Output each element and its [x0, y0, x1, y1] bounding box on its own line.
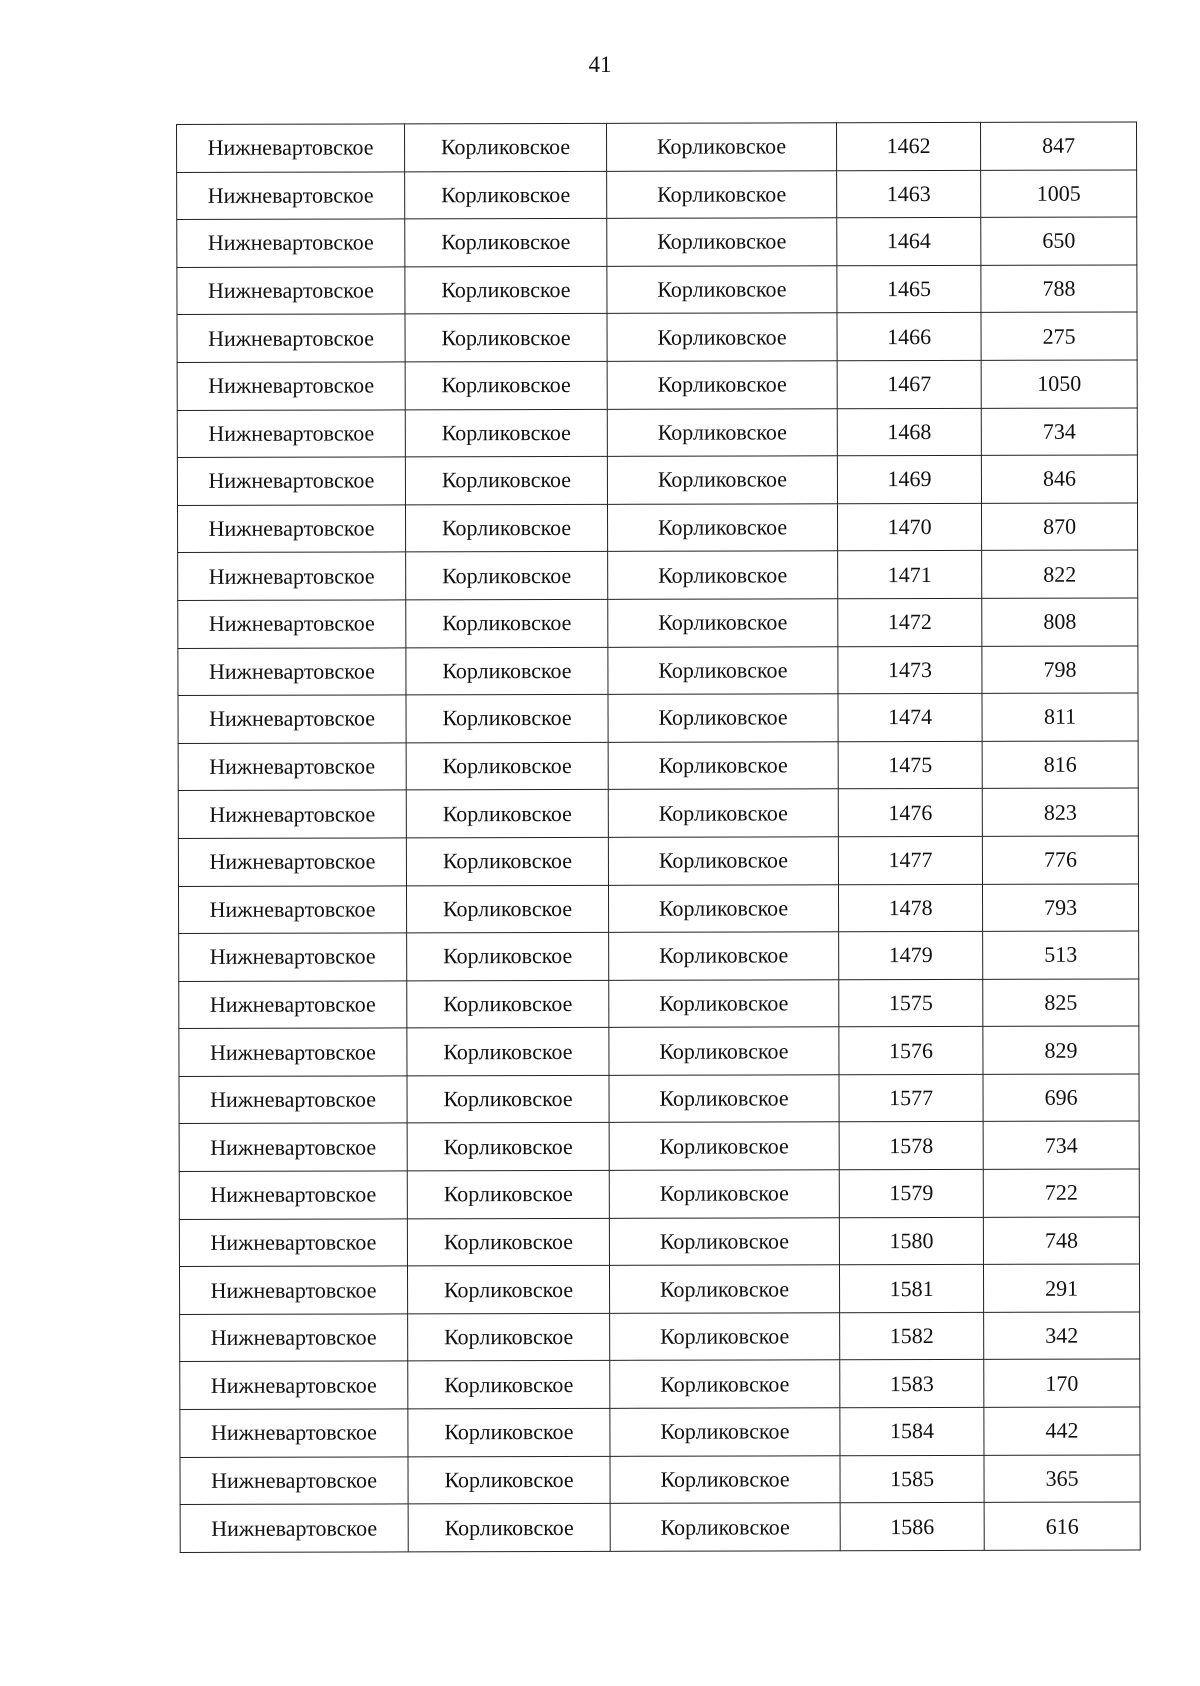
table-row: [178, 550, 1138, 600]
table-row: [177, 455, 1137, 505]
district-cell: Нижневартовское: [177, 171, 405, 219]
value-cell: 870: [981, 503, 1137, 551]
district-cell: Нижневартовское: [178, 790, 406, 838]
deposit-cell: Корликовское: [607, 218, 837, 266]
field-cell: Корликовское: [406, 599, 608, 647]
well-number-cell: 1585: [840, 1455, 984, 1503]
table-row: [177, 312, 1137, 362]
district-cell: Нижневартовское: [178, 647, 406, 695]
well-number-cell: 1469: [837, 456, 981, 504]
district-cell: Нижневартовское: [180, 1457, 408, 1505]
deposit-cell: Корликовское: [610, 1455, 840, 1503]
data-table: [176, 121, 1141, 1552]
table-row: [178, 693, 1138, 743]
well-number-cell: 1582: [840, 1312, 984, 1360]
value-cell: 513: [983, 931, 1139, 979]
table-row: [179, 931, 1139, 981]
well-number-cell: 1584: [840, 1407, 984, 1455]
deposit-cell: Корликовское: [608, 741, 838, 789]
field-cell: Корликовское: [407, 1266, 609, 1314]
well-number-cell: 1583: [840, 1360, 984, 1408]
district-cell: Нижневартовское: [179, 1219, 407, 1267]
deposit-cell: Корликовское: [608, 694, 838, 742]
district-cell: Нижневартовское: [178, 885, 406, 933]
value-cell: 798: [982, 646, 1138, 694]
field-cell: Корликовское: [405, 219, 607, 267]
value-cell: 696: [983, 1074, 1139, 1122]
deposit-cell: Корликовское: [607, 170, 837, 218]
deposit-cell: Корликовское: [609, 1075, 839, 1123]
well-number-cell: 1479: [839, 931, 983, 979]
table-row: [180, 1455, 1140, 1505]
table-row: [177, 503, 1137, 553]
district-cell: Нижневартовское: [179, 1028, 407, 1076]
well-number-cell: 1465: [837, 265, 981, 313]
well-number-cell: 1579: [839, 1169, 983, 1217]
well-number-cell: 1472: [838, 598, 982, 646]
table-row: [180, 1312, 1140, 1362]
district-cell: Нижневартовское: [178, 838, 406, 886]
district-cell: Нижневартовское: [177, 409, 405, 457]
value-cell: 1050: [981, 360, 1137, 408]
field-cell: Корликовское: [407, 1075, 609, 1123]
value-cell: 722: [983, 1169, 1139, 1217]
value-cell: 808: [982, 598, 1138, 646]
value-cell: 825: [983, 979, 1139, 1027]
deposit-cell: Корликовское: [608, 551, 838, 599]
well-number-cell: 1470: [837, 503, 981, 551]
field-cell: Корликовское: [405, 266, 607, 314]
value-cell: 275: [981, 312, 1137, 360]
district-cell: Нижневартовское: [178, 600, 406, 648]
deposit-cell: Корликовское: [608, 837, 838, 885]
field-cell: Корликовское: [405, 123, 607, 171]
value-cell: 365: [984, 1455, 1140, 1503]
value-cell: 734: [981, 408, 1137, 456]
table-row: [178, 646, 1138, 696]
field-cell: Корликовское: [407, 980, 609, 1028]
district-cell: Нижневартовское: [177, 362, 405, 410]
field-cell: Корликовское: [406, 790, 608, 838]
value-cell: 846: [981, 455, 1137, 503]
well-number-cell: 1477: [838, 836, 982, 884]
table-row: [179, 1074, 1139, 1124]
well-number-cell: 1475: [838, 741, 982, 789]
value-cell: 616: [984, 1502, 1140, 1550]
deposit-cell: Корликовское: [607, 456, 837, 504]
value-cell: 816: [982, 741, 1138, 789]
well-number-cell: 1466: [837, 313, 981, 361]
table-row: [178, 598, 1138, 648]
table-row: [179, 1169, 1139, 1219]
district-cell: Нижневартовское: [179, 1171, 407, 1219]
page-number: 41: [588, 52, 612, 77]
well-number-cell: 1471: [838, 551, 982, 599]
field-cell: Корликовское: [405, 409, 607, 457]
table-row: [177, 408, 1137, 458]
value-cell: 793: [982, 883, 1138, 931]
deposit-cell: Корликовское: [607, 408, 837, 456]
field-cell: Корликовское: [406, 552, 608, 600]
value-cell: 811: [982, 693, 1138, 741]
district-cell: Нижневартовское: [179, 1266, 407, 1314]
district-cell: Нижневартовское: [179, 981, 407, 1029]
deposit-cell: Корликовское: [607, 266, 837, 314]
table-row: [177, 122, 1137, 172]
district-cell: Нижневартовское: [180, 1361, 408, 1409]
field-cell: Корликовское: [408, 1361, 610, 1409]
field-cell: Корликовское: [407, 1028, 609, 1076]
deposit-cell: Корликовское: [609, 1027, 839, 1075]
value-cell: 442: [984, 1407, 1140, 1455]
deposit-cell: Корликовское: [610, 1313, 840, 1361]
deposit-cell: Корликовское: [609, 1217, 839, 1265]
value-cell: 748: [983, 1217, 1139, 1265]
field-cell: Корликовское: [408, 1456, 610, 1504]
well-number-cell: 1474: [838, 694, 982, 742]
table-row: [177, 170, 1137, 220]
table-container: [176, 121, 1141, 1552]
well-number-cell: 1576: [839, 1027, 983, 1075]
well-number-cell: 1575: [839, 979, 983, 1027]
district-cell: Нижневартовское: [180, 1504, 408, 1552]
deposit-cell: Корликовское: [608, 884, 838, 932]
value-cell: 776: [982, 836, 1138, 884]
table-row: [177, 265, 1137, 315]
deposit-cell: Корликовское: [608, 646, 838, 694]
deposit-cell: Корликовское: [609, 1170, 839, 1218]
field-cell: Корликовское: [406, 837, 608, 885]
district-cell: Нижневартовское: [180, 1314, 408, 1362]
district-cell: Нижневартовское: [180, 1409, 408, 1457]
well-number-cell: 1467: [837, 360, 981, 408]
table-row: [177, 360, 1137, 410]
value-cell: 847: [980, 122, 1136, 170]
well-number-cell: 1577: [839, 1074, 983, 1122]
field-cell: Корликовское: [407, 932, 609, 980]
field-cell: Корликовское: [405, 361, 607, 409]
field-cell: Корликовское: [406, 885, 608, 933]
value-cell: 734: [983, 1121, 1139, 1169]
deposit-cell: Корликовское: [606, 123, 836, 171]
deposit-cell: Корликовское: [608, 599, 838, 647]
well-number-cell: 1578: [839, 1122, 983, 1170]
deposit-cell: Корликовское: [609, 979, 839, 1027]
table-row: [179, 1217, 1139, 1267]
value-cell: 788: [981, 265, 1137, 313]
value-cell: 291: [983, 1264, 1139, 1312]
field-cell: Корликовское: [407, 1218, 609, 1266]
table-row: [177, 217, 1137, 267]
value-cell: 829: [983, 1026, 1139, 1074]
well-number-cell: 1468: [837, 408, 981, 456]
well-number-cell: 1462: [836, 122, 980, 170]
field-cell: Корликовское: [408, 1408, 610, 1456]
table-row: [178, 788, 1138, 838]
district-cell: Нижневартовское: [177, 314, 405, 362]
well-number-cell: 1464: [837, 218, 981, 266]
well-number-cell: 1581: [839, 1265, 983, 1313]
deposit-cell: Корликовское: [609, 1265, 839, 1313]
district-cell: Нижневартовское: [177, 124, 405, 172]
district-cell: Нижневартовское: [179, 1123, 407, 1171]
district-cell: Нижневартовское: [178, 552, 406, 600]
field-cell: Корликовское: [408, 1504, 610, 1552]
well-number-cell: 1580: [839, 1217, 983, 1265]
table-row: [179, 979, 1139, 1029]
value-cell: 823: [982, 788, 1138, 836]
deposit-cell: Корликовское: [608, 789, 838, 837]
district-cell: Нижневартовское: [177, 219, 405, 267]
table-row: [180, 1502, 1140, 1552]
deposit-cell: Корликовское: [610, 1408, 840, 1456]
deposit-cell: Корликовское: [610, 1503, 840, 1551]
deposit-cell: Корликовское: [607, 361, 837, 409]
table-row: [180, 1407, 1140, 1457]
value-cell: 650: [981, 217, 1137, 265]
table-row: [178, 883, 1138, 933]
field-cell: Корликовское: [405, 314, 607, 362]
deposit-cell: Корликовское: [607, 313, 837, 361]
field-cell: Корликовское: [405, 171, 607, 219]
district-cell: Нижневартовское: [177, 457, 405, 505]
district-cell: Нижневартовское: [177, 505, 405, 553]
well-number-cell: 1476: [838, 789, 982, 837]
district-cell: Нижневартовское: [179, 1076, 407, 1124]
field-cell: Корликовское: [405, 457, 607, 505]
deposit-cell: Корликовское: [609, 932, 839, 980]
table-row: [179, 1264, 1139, 1314]
field-cell: Корликовское: [406, 742, 608, 790]
deposit-cell: Корликовское: [610, 1360, 840, 1408]
field-cell: Корликовское: [405, 504, 607, 552]
table-row: [179, 1026, 1139, 1076]
deposit-cell: Корликовское: [607, 504, 837, 552]
field-cell: Корликовское: [406, 694, 608, 742]
well-number-cell: 1478: [838, 884, 982, 932]
well-number-cell: 1463: [837, 170, 981, 218]
well-number-cell: 1473: [838, 646, 982, 694]
field-cell: Корликовское: [408, 1313, 610, 1361]
field-cell: Корликовское: [407, 1170, 609, 1218]
well-number-cell: 1586: [840, 1503, 984, 1551]
field-cell: Корликовское: [407, 1123, 609, 1171]
table-body: [177, 122, 1141, 1552]
value-cell: 342: [984, 1312, 1140, 1360]
value-cell: 1005: [981, 170, 1137, 218]
table-row: [179, 1121, 1139, 1171]
district-cell: Нижневартовское: [177, 267, 405, 315]
table-row: [178, 836, 1138, 886]
district-cell: Нижневартовское: [178, 695, 406, 743]
value-cell: 822: [982, 550, 1138, 598]
deposit-cell: Корликовское: [609, 1122, 839, 1170]
table-row: [178, 741, 1138, 791]
table-row: [180, 1359, 1140, 1409]
field-cell: Корликовское: [406, 647, 608, 695]
value-cell: 170: [984, 1359, 1140, 1407]
district-cell: Нижневартовское: [179, 933, 407, 981]
district-cell: Нижневартовское: [178, 743, 406, 791]
